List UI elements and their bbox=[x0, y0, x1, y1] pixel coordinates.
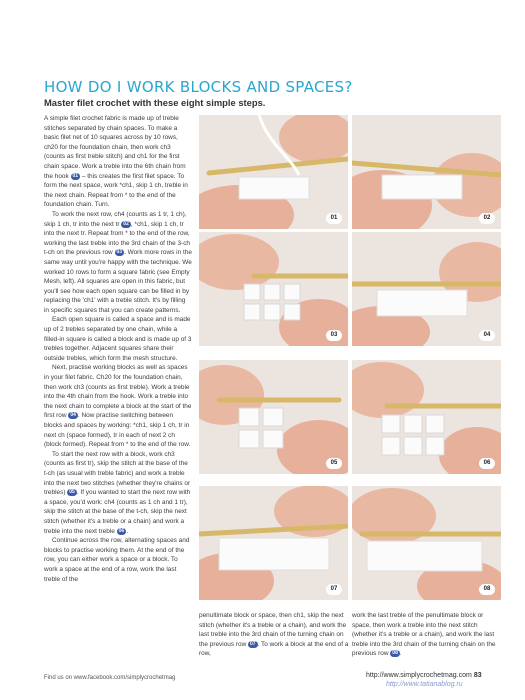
page-title: HOW DO I WORK BLOCKS AND SPACES? bbox=[44, 78, 353, 96]
paragraph-5 bbox=[44, 450, 192, 536]
step-photo-02 bbox=[352, 115, 501, 229]
step-photo-03 bbox=[199, 232, 348, 346]
paragraph-4 bbox=[44, 363, 192, 449]
footer-website bbox=[366, 672, 482, 679]
step-badge: 04 bbox=[70, 412, 76, 419]
crochet-photo bbox=[352, 486, 501, 600]
paragraph-2 bbox=[44, 210, 192, 316]
step-badge: 05 bbox=[69, 489, 75, 496]
step-photo-05 bbox=[199, 360, 348, 474]
crochet-photo bbox=[352, 115, 501, 229]
crochet-photo bbox=[199, 360, 348, 474]
text: . Now practise switching between blocks and spaces by working: *ch1, skip 1 ch, tr in next ch (space formed), tr in each of next 2 ch (block formed). Repeat from * to the end of the row. bbox=[44, 412, 191, 449]
text: To work the next row, ch4 (counts as 1 tr, 1 ch), skip 1 ch, tr into the next tr bbox=[44, 210, 187, 228]
instructions-column-right bbox=[352, 611, 502, 659]
instructions-column bbox=[44, 114, 192, 674]
watermark: http://www.tatianablog.ru bbox=[386, 681, 463, 688]
footer-url[interactable]: http://www.simplycrochetmag.com bbox=[366, 672, 472, 679]
page-number: 83 bbox=[473, 672, 482, 679]
text: – this creates the first filet space. To form the next space, work *ch1, skip 1 ch, treble in the next chain. Repeat from * to the end of the foundation chain. Turn. bbox=[44, 172, 188, 209]
step-badge: 03 bbox=[116, 249, 123, 256]
page-subtitle: Master filet crochet with these eight simple steps. bbox=[44, 97, 266, 108]
step-number-badge: 02 bbox=[479, 213, 495, 224]
footer-facebook-link[interactable]: Find us on www.facebook.com/simplycrochetmag bbox=[44, 675, 176, 681]
step-badge: 02 bbox=[123, 220, 129, 227]
step-number-badge: 06 bbox=[479, 458, 495, 469]
crochet-photo bbox=[199, 486, 348, 600]
text: A simple filet crochet fabric is made up of treble stitches separated by chain spaces. To make a basic filet net of 10 squares across by 10 rows, ch20 for the foundation chain, then work ch3 (counts as first treble stitch) and ch1 for the first chain space. Work a treble into the 6th chain from the hook bbox=[44, 115, 186, 180]
step-number-badge: 05 bbox=[326, 458, 342, 469]
text: penultimate block or space, then ch1, skip the next stitch (whether it's a treble or a chain), and work the last treble into the 3rd chain of the turning chain on the previous row bbox=[199, 612, 347, 648]
text: . Work more rows in the same way until you're happy with the technique. We worked 10 rows to form a square fabric (see Empty Mesh, left). All squares are open in this fabric, but you'll see how each open square can be filled in by replacing the 'ch1' with a treble stitch. It's by filling in specific squares that you can create patterns. bbox=[44, 249, 192, 314]
step-badge: 06 bbox=[118, 527, 125, 534]
step-badge: 07 bbox=[250, 640, 256, 647]
step-photo-06 bbox=[352, 360, 501, 474]
step-number-badge: 03 bbox=[326, 330, 342, 341]
paragraph-7 bbox=[199, 611, 349, 659]
step-photo-01 bbox=[199, 115, 348, 229]
text: . If you wanted to start the next row with a space, you'd work: ch4 (counts as 1 ch and 1 tr), skip the stitch at the base of the t-ch, skip the next stitch (whether it's a treble or a chain) and work a treble into the next treble bbox=[44, 489, 191, 535]
text: , *ch1, skip 1 ch, tr into the next tr. Repeat from * to the end of the row, working the last treble into the 3rd chain of the 3-ch t-ch on the previous row bbox=[44, 220, 191, 257]
step-number-badge: 01 bbox=[326, 213, 342, 224]
step-photo-07 bbox=[199, 486, 348, 600]
crochet-photo bbox=[352, 232, 501, 346]
step-number-badge: 07 bbox=[326, 584, 342, 595]
paragraph-6: Continue across the row, alternating spaces and blocks to practise working them. At the end of the row, you can either work a space or a block. To work a space at the end of a row, work the last treble of the bbox=[44, 537, 190, 583]
text: work the last treble of the penultimate block or space, then work a treble into the next stitch (whether it's a treble or a chain), and work the last treble into the 3rd chain of the turning chain on the previous row bbox=[352, 612, 496, 658]
text: . bbox=[126, 527, 129, 535]
step-badge: 08 bbox=[392, 650, 398, 657]
text: . To work a block at the end of a row, bbox=[199, 640, 349, 658]
step-number-badge: 08 bbox=[479, 584, 495, 595]
crochet-photo bbox=[199, 115, 348, 229]
step-photo-08 bbox=[352, 486, 501, 600]
text: To start the next row with a block, work ch3 (counts as first tr), skip the stitch at the base of the t-ch (as usual with treble fabric) and work a treble into the next two stitches (whether they're chains or trebles) bbox=[44, 450, 191, 497]
text: . bbox=[399, 650, 402, 658]
paragraph-8 bbox=[352, 611, 502, 659]
step-number-badge: 04 bbox=[479, 330, 495, 341]
crochet-photo bbox=[352, 360, 501, 474]
paragraph-3: Each open square is called a space and is made up of 2 trebles separated by one chain, while a filled-in square is called a block and is made up of 3 trebles together. Adjacent squares share their outside trebles, which form the mesh structure. bbox=[44, 316, 192, 362]
paragraph-1 bbox=[44, 114, 192, 210]
text: Next, practise working blocks as well as spaces in your filet fabric. Ch20 for the foundation chain, then work ch3 (counts as first treble). Work a treble into the 4th chain from the hook. Work a treble into the next chain to complete a block at the start of the first row bbox=[44, 364, 192, 420]
instructions-column-middle bbox=[199, 611, 349, 659]
step-badge: 01 bbox=[72, 172, 79, 179]
crochet-photo bbox=[199, 232, 348, 346]
step-photo-04 bbox=[352, 232, 501, 346]
